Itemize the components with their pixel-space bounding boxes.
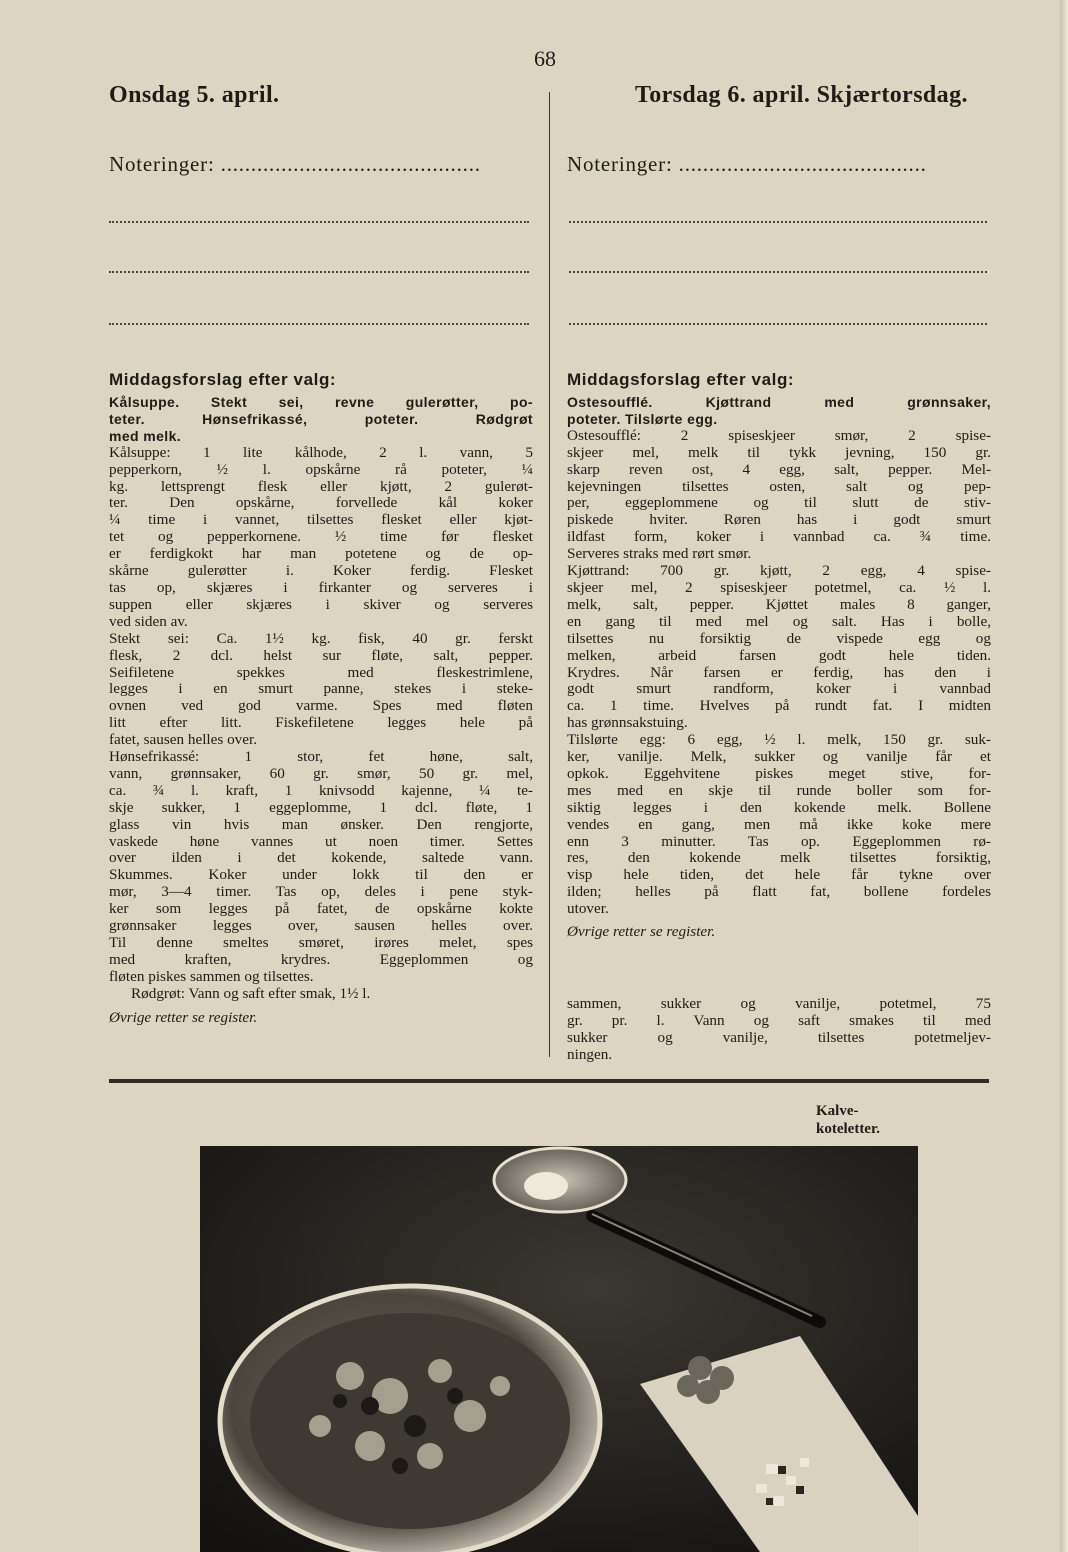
recipe-line: kg. lettsprengt flesk eller kjøtt, 2 gulerøt- xyxy=(109,477,533,495)
recipe-line: Tilslørte egg: 6 egg, ½ l. melk, 150 gr. suk- xyxy=(567,731,991,749)
recipes-left xyxy=(109,394,533,1027)
recipe-line: Skummes. Koker under lokk til den er xyxy=(109,866,533,884)
recipe-line: melken, arbeid farsen godt hele tiden. xyxy=(567,646,991,664)
notes-label-left: Noteringer: ........................................... xyxy=(109,152,481,176)
column-divider xyxy=(549,92,550,1057)
recipe-line: er ferdigkokt har man potetene og de op- xyxy=(109,545,533,563)
recipe-line: per, eggeplommene og til slutt de stiv- xyxy=(567,494,991,512)
footer-note-left: Øvrige retter se register. xyxy=(109,1008,258,1026)
recipe-line: ildfast form, koker i vannbad ca. ¾ time. xyxy=(567,528,991,546)
photo-caption xyxy=(816,1102,880,1138)
recipe-line: siktig legges i den kokende melk. Bollene xyxy=(567,798,991,816)
recipe-line: ker som legges på fatet, de opskårne kokte xyxy=(109,900,533,918)
recipe-line: litt efter litt. Fiskefiletene legges hele på xyxy=(109,714,533,732)
recipe-line: tet og pepperkornene. ½ time før flesket xyxy=(109,528,533,546)
photo-caption-line: koteletter. xyxy=(816,1121,880,1137)
recipe-line: skjeer mel, melk til tykk jevning, 150 gr. xyxy=(567,443,991,461)
day-header-thursday: Torsdag 6. april. Skjærtorsdag. xyxy=(635,82,968,108)
menu-summary-line: teter. Hønsefrikassé, poteter. Rødgrøt xyxy=(109,410,533,427)
menu-summary-line: Ostesoufflé. Kjøttrand med grønnsaker, xyxy=(567,394,991,410)
recipe-line: godt smurt randform, koker i vannbad xyxy=(567,680,991,698)
recipe-line: gr. pr. l. Vann og saft smakes til med xyxy=(567,1011,991,1029)
recipe-line: Hønsefrikassé: 1 stor, fet høne, salt, xyxy=(109,748,533,766)
bottom-rule xyxy=(109,1079,989,1083)
recipe-line: fløten piskes sammen og tilsettes. xyxy=(109,967,314,985)
menu-heading-left: Middagsforslag efter valg: xyxy=(109,370,337,389)
recipe-line: fatet, sausen helles over. xyxy=(109,731,258,749)
photo-caption-line: Kalve- xyxy=(816,1103,859,1119)
recipe-line: Til denne smeltes smøret, irøres melet, spes xyxy=(109,934,533,951)
menu-summary-line: med melk. xyxy=(109,427,182,444)
recipe-line: tas op, skjæres i firkanter og serveres i xyxy=(109,578,533,596)
recipe-line: over ilden i det kokende, saltede vann. xyxy=(109,849,533,867)
recipe-line: utover. xyxy=(567,900,609,918)
notes-line-left xyxy=(109,322,529,325)
recipe-line: ter. Den opskårne, forvellede kål koker xyxy=(109,494,533,512)
recipe-line: vendes en gang, men må ikke koke mere xyxy=(567,815,991,833)
notes-line-left xyxy=(109,220,529,223)
recipe-line: en gang til med mel og salt. Has i bolle, xyxy=(567,612,991,630)
recipe-line: skårne gulerøtter i. Koker ferdig. Flesket xyxy=(109,562,533,580)
recipe-line: ca. ¾ l. kraft, 1 knivsodd kajenne, ¼ te- xyxy=(109,781,533,799)
recipe-line: suppen eller skjæres i skiver og serveres xyxy=(109,595,533,613)
notes-label-right: Noteringer: ......................................... xyxy=(567,152,927,176)
recipe-line: skjeer mel, 2 spiseskjeer potetmel, ca. ½ l. xyxy=(567,578,991,596)
notes-line-right xyxy=(569,220,987,223)
recipe-line: pepperkorn, ½ l. opskårne rå poteter, ¼ xyxy=(109,460,533,478)
recipe-line: Stekt sei: Ca. 1½ kg. fisk, 40 gr. ferskt xyxy=(109,629,533,647)
recipe-line: has grønnsakstuing. xyxy=(567,714,688,732)
recipe-line: Seifiletene spekkes med fleskestrimlene, xyxy=(109,663,533,681)
menu-summary-line: Kålsuppe. Stekt sei, revne gulerøtter, po- xyxy=(109,394,533,410)
recipe-continuation xyxy=(567,996,991,1064)
recipe-line: Rødgrøt: Vann og saft efter smak, 1½ l. xyxy=(131,984,371,1002)
day-header-wednesday: Onsdag 5. april. xyxy=(109,82,280,108)
recipe-line: opkok. Eggehvitene piskes meget stive, for- xyxy=(567,764,991,782)
recipe-line: tilsettes nu forsiktig de vispede egg og xyxy=(567,629,991,647)
menu-summary-line: poteter. Tilslørte egg. xyxy=(567,410,718,427)
recipe-line: mør, 3—4 timer. Tas op, deles i pene styk- xyxy=(109,883,533,901)
recipe-line: ker, vanilje. Melk, sukker og vanilje får et xyxy=(567,748,991,766)
recipe-line: kejevningen tilsettes osten, salt og pep- xyxy=(567,477,991,495)
page-edge xyxy=(1060,0,1068,1552)
recipe-line: ilden; helles på flatt fat, bollene fordeles xyxy=(567,883,991,901)
recipe-line: Kjøttrand: 700 gr. kjøtt, 2 egg, 4 spise- xyxy=(567,562,991,580)
recipe-line: vaskede høne vannes ut noen timer. Settes xyxy=(109,832,533,850)
recipe-line: grønnsaker legges over, sausen helles over. xyxy=(109,917,533,935)
page-number: 68 xyxy=(534,46,556,71)
notes-line-right xyxy=(569,322,987,325)
recipe-line: Krydres. Når farsen er ferdig, has den i xyxy=(567,663,991,681)
food-photo xyxy=(200,1146,918,1552)
menu-heading-right: Middagsforslag efter valg: xyxy=(567,370,795,389)
recipe-line: legges i en smurt panne, stekes i steke- xyxy=(109,680,533,698)
recipe-line: ca. 1 time. Hvelves på rundt fat. I midten xyxy=(567,697,991,715)
recipe-line: mes med en skje til runde boller som for- xyxy=(567,781,991,799)
recipe-line: enn 3 minutter. Tas op. Eggeplommen rø- xyxy=(567,832,991,850)
recipe-line: res, den kokende melk tilsettes forsiktig, xyxy=(567,849,991,867)
recipe-line: skarp reven ost, 4 egg, salt, pepper. Mel- xyxy=(567,460,991,478)
recipe-line: sukker og vanilje, tilsettes potetmeljev- xyxy=(567,1028,991,1046)
recipe-line: ¼ time i vannet, tilsettes flesket eller kjøt- xyxy=(109,511,533,529)
notes-line-left xyxy=(109,270,529,273)
recipe-line: ovnen ved god varme. Spes med fløten xyxy=(109,697,533,715)
recipe-line: ningen. xyxy=(567,1045,613,1063)
recipe-line: vann, grønnsaker, 60 gr. smør, 50 gr. mel, xyxy=(109,764,533,782)
recipe-line: med kraften, krydres. Eggeplommen og xyxy=(109,950,533,968)
recipe-line: visp hele tiden, det hele får tykne over xyxy=(567,866,991,884)
recipe-line: melk, salt, pepper. Kjøttet males 8 ganger, xyxy=(567,595,991,613)
recipe-line: sammen, sukker og vanilje, potetmel, 75 xyxy=(567,995,991,1012)
recipe-line: Kålsuppe: 1 lite kålhode, 2 l. vann, 5 xyxy=(109,443,533,461)
recipe-line: flesk, 2 dcl. helst sur fløte, salt, pepper. xyxy=(109,646,533,664)
footer-note-right: Øvrige retter se register. xyxy=(567,923,716,941)
recipe-line: Serveres straks med rørt smør. xyxy=(567,545,752,563)
recipe-line: Ostesoufflé: 2 spiseskjeer smør, 2 spise- xyxy=(567,426,991,444)
recipes-right xyxy=(567,394,991,941)
recipe-line: glass vin hvis man ønsker. Den rengjorte, xyxy=(109,815,533,833)
recipe-line: piskede hviter. Røren has i godt smurt xyxy=(567,511,991,529)
recipe-line: skje sukker, 1 eggeplomme, 1 dcl. fløte, 1 xyxy=(109,798,533,816)
recipe-line: ved siden av. xyxy=(109,612,188,630)
notes-line-right xyxy=(569,270,987,273)
